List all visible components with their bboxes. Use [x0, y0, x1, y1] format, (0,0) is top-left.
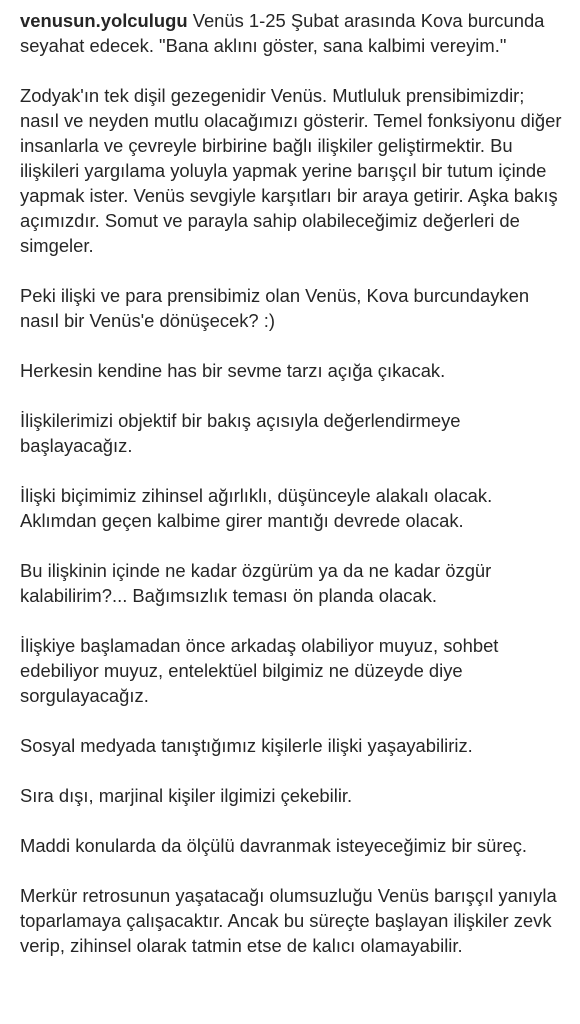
caption-paragraph: Sıra dışı, marjinal kişiler ilgimizi çekebilir.: [20, 785, 353, 806]
caption-intro-text: Venüs 1-25 Şubat arasında Kova burcunda seyahat edecek. "Bana aklını göster, sana kalbimi vereyim.": [20, 10, 545, 56]
caption-paragraph: Sosyal medyada tanıştığımız kişilerle ilişki yaşayabiliriz.: [20, 735, 473, 756]
caption-paragraph: Merkür retrosunun yaşatacağı olumsuzluğu Venüs barışçıl yanıyla toparlamaya çalışacaktır. Ancak bu süreçte başlayan ilişkiler zevk verip, zihinsel olarak tatmin etse de kalıcı olamayabilir.: [20, 885, 557, 956]
caption-intro: [20, 8, 562, 58]
caption-paragraph: Zodyak'ın tek dişil gezegenidir Venüs. Mutluluk prensibimizdir; nasıl ve neyden mutlu olacağımızı gösterir. Temel fonksiyonu diğer insanlarla ve çevreyle birbirine bağlı ilişkiler geliştirmektir. Bu ilişkileri yargılama yoluyla yapmak yerine barışçıl bir tutum içinde yapmak ister. Venüs sevgiyle karşıtları bir araya getirir. Aşka bakış açımızdır. Somut ve parayla sahip olabileceğimiz değerleri de simgeler.: [20, 85, 562, 256]
caption-paragraph: İlişkiye başlamadan önce arkadaş olabiliyor muyuz, sohbet edebiliyor muyuz, entelektüel bilgimiz ne düzeyde diye sorgulayacağız.: [20, 635, 499, 706]
caption-paragraph: Maddi konularda da ölçülü davranmak isteyeceğimiz bir süreç.: [20, 835, 528, 856]
caption-paragraph: Herkesin kendine has bir sevme tarzı açığa çıkacak.: [20, 360, 446, 381]
caption-paragraph: Bu ilişkinin içinde ne kadar özgürüm ya da ne kadar özgür kalabilirim?... Bağımsızlık teması ön planda olacak.: [20, 560, 492, 606]
caption-paragraph: İlişki biçimimiz zihinsel ağırlıklı, düşünceyle alakalı olacak. Aklımdan geçen kalbime girer mantığı devrede olacak.: [20, 485, 493, 531]
username-link[interactable]: venusun.yolculugu: [20, 10, 188, 31]
caption-paragraph: Peki ilişki ve para prensibimiz olan Venüs, Kova burcundayken nasıl bir Venüs'e dönüşecek? :): [20, 285, 530, 331]
caption-paragraph: İlişkilerimizi objektif bir bakış açısıyla değerlendirmeye başlayacağız.: [20, 410, 461, 456]
